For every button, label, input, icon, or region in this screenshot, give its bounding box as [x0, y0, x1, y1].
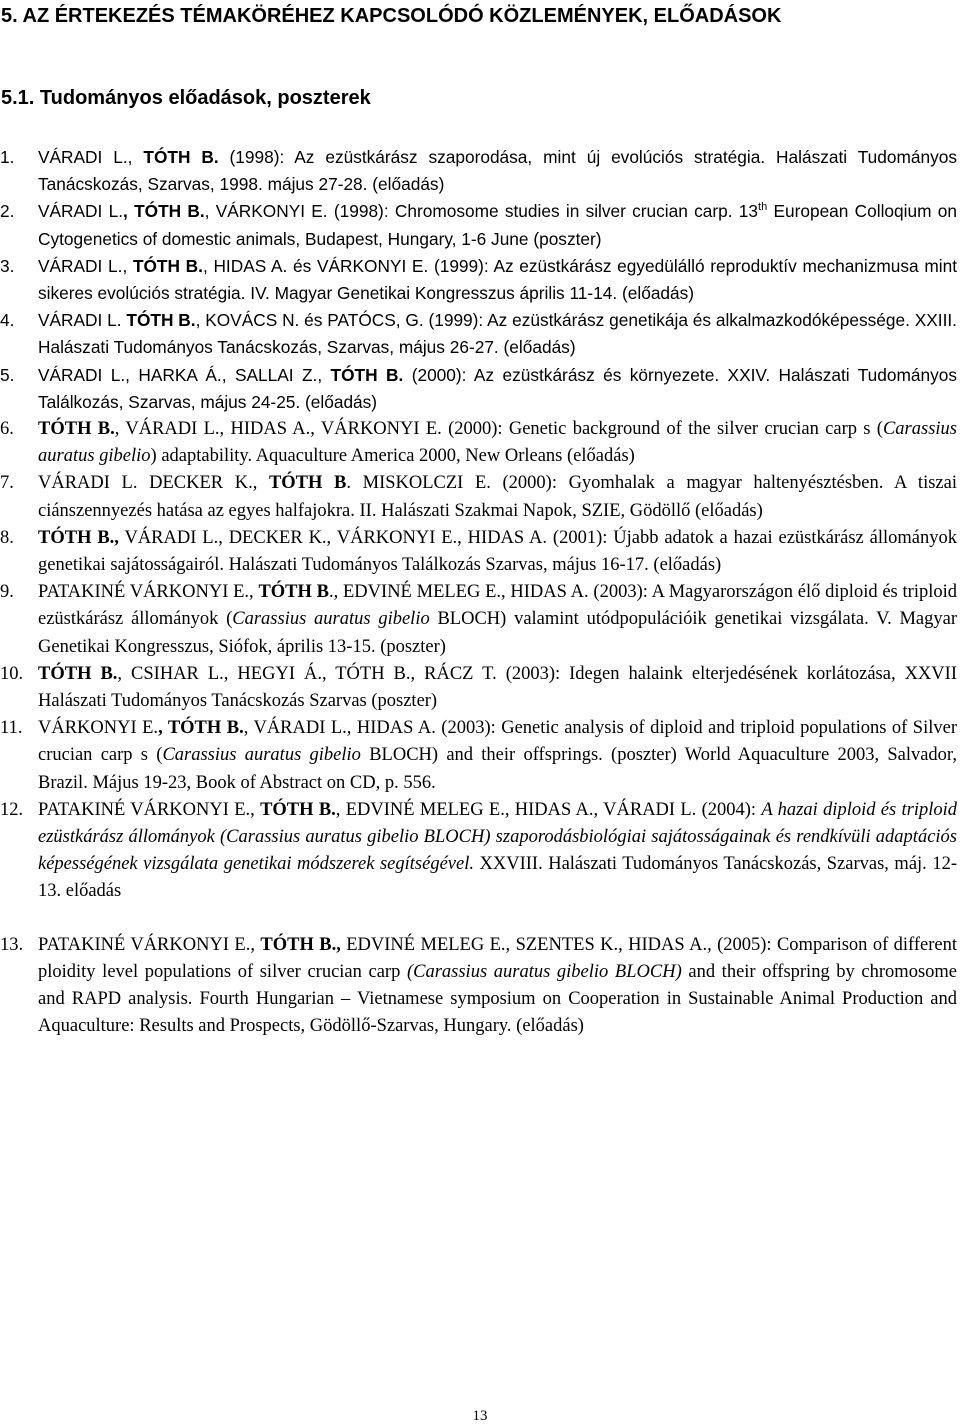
- authors-text: VÁRADI L. DECKER K.,: [38, 473, 269, 494]
- superscript-text: th: [758, 201, 768, 214]
- publication-item: [0, 144, 960, 198]
- citation-text: XXVIII. Halászati Tudományos Tanácskozás, Szarvas, máj. 12-13. előadás: [38, 854, 957, 902]
- author-highlight: , TÓTH B.: [123, 201, 205, 222]
- authors-text: VÁRADI L.: [38, 310, 127, 331]
- authors-text: VÁRADI L., HARKA Á., SALLAI Z.,: [38, 364, 331, 385]
- citation-text: , CSIHAR L., HEGYI Á., TÓTH B., RÁCZ T. (2003): Idegen halaink elterjedésének korlátozása, XXVII Halászati Tudományos Tanácskozás Szarvas (poszter): [38, 663, 957, 712]
- citation-text: BLOCH) and their offsprings. (poszter) World Aquaculture 2003, Salvador, Brazil. Május 19-23, Book of Abstract on CD, p. 556.: [38, 745, 957, 793]
- item-number: 9.: [0, 582, 14, 603]
- item-number: 1.: [0, 147, 15, 167]
- publication-item: [0, 932, 960, 1041]
- item-number: 10.: [0, 663, 24, 684]
- author-highlight: TÓTH B: [268, 473, 347, 494]
- author-highlight: TÓTH B.: [132, 255, 203, 276]
- italic-text: Carassius auratus gibelio: [162, 745, 361, 766]
- authors-text: VÁRADI L.: [38, 201, 124, 222]
- publication-item: [0, 198, 960, 252]
- publication-item: [0, 525, 960, 579]
- publication-item: [0, 253, 960, 307]
- author-highlight: TÓTH B.: [260, 799, 336, 820]
- section-title: 5.1. Tudományos előadások, poszterek: [1, 87, 371, 109]
- citation-text: and their offspring by chromosome and RAPD analysis. Fourth Hungarian – Vietnamese symposium on Cooperation in Sustainable Animal Production and Aquaculture: Results and Prospects, Gödöllő-Szarvas, Hungary. (előadás): [38, 961, 957, 1037]
- item-number: 7.: [0, 473, 14, 494]
- italic-text: A hazai diploid és triploid ezüstkárász állományok (Carassius auratus gibelio BLOCH) szaporodásbiológiai sajátosságainak és rendkívüli adaptációs képességének vizsgálata genetikai módszerek segítségével.: [38, 799, 958, 875]
- author-highlight: TÓTH B.,: [260, 934, 341, 955]
- author-highlight: TÓTH B.: [143, 147, 219, 167]
- publication-item: [0, 362, 960, 416]
- citation-text: . MISKOLCZI E. (2000): Gyomhalak a magyar haltenyésztésben. A tiszai ciánszennyezés hatása az egyes halfajokra. II. Halászati Szakmai Napok, SZIE, Gödöllő (előadás): [38, 473, 957, 521]
- item-number: 5.: [0, 364, 15, 385]
- authors-text: VÁRADI L.,: [38, 255, 133, 276]
- authors-text: VÁRKONYI E.: [38, 718, 159, 739]
- citation-text: , EDVINÉ MELEG E., HIDAS A., VÁRADI L. (2004):: [335, 799, 762, 820]
- publication-item: [0, 307, 960, 361]
- chapter-title: 5. AZ ÉRTEKEZÉS TÉMAKÖRÉHEZ KAPCSOLÓDÓ KÖZLEMÉNYEK, ELŐADÁSOK: [1, 5, 782, 27]
- citation-text: , VÁRADI L., HIDAS A., VÁRKONYI E. (2000): Genetic background of the silver crucian carp s (: [114, 419, 883, 440]
- publication-item: [0, 579, 960, 661]
- publication-item: [0, 715, 960, 797]
- publication-item: [0, 416, 960, 470]
- citation-text: , VÁRADI L., HIDAS A. (2003): Genetic analysis of diploid and triploid populations of Silver crucian carp s (: [38, 718, 957, 766]
- citation-text: EDVINÉ MELEG E., SZENTES K., HIDAS A., (2005): Comparison of different ploidity level populations of silver crucian carp: [38, 934, 957, 982]
- author-highlight: TÓTH B.,: [38, 527, 119, 548]
- italic-text: Carassius auratus gibelio: [232, 609, 430, 630]
- item-number: 8.: [0, 527, 14, 548]
- citation-text: ., EDVINÉ MELEG E., HIDAS A. (2003): A Magyarországon élő diploid és triploid ezüstkárász állományok (: [38, 582, 957, 630]
- citation-text: (1998): Az ezüstkárász szaporodása, mint új evolúciós stratégia. Halászati Tudományos Tanácskozás, Szarvas, 1998. május 27-28. (előadás): [38, 147, 957, 195]
- item-number: 12.: [0, 799, 24, 820]
- author-highlight: TÓTH B.: [38, 419, 115, 440]
- citation-text: ) adaptability. Aquaculture America 2000, New Orleans (előadás): [150, 446, 635, 467]
- citation-text: , VÁRKONYI E. (1998): Chromosome studies in silver crucian carp. 13: [204, 201, 759, 222]
- citation-text: BLOCH) valamint utódpopulációik genetikai vizsgálata. V. Magyar Genetikai Kongresszus, Siófok, április 13-15. (poszter): [38, 609, 957, 657]
- publication-item: [0, 661, 960, 715]
- author-highlight: TÓTH B.: [330, 364, 404, 385]
- item-number: 13.: [0, 934, 24, 955]
- citation-text: European Colloqium on Cytogenetics of domestic animals, Budapest, Hungary, 1-6 June (poszter): [38, 201, 957, 249]
- author-highlight: TÓTH B: [258, 582, 329, 603]
- item-number: 3.: [0, 255, 15, 276]
- citation-text: (2000): Az ezüstkárász és környezete. XXIV. Halászati Tudományos Találkozás, Szarvas, május 24-25. (előadás): [38, 364, 957, 412]
- authors-text: PATAKINÉ VÁRKONYI E.,: [38, 582, 259, 603]
- citation-text: , HIDAS A. és VÁRKONYI E. (1999): Az ezüstkárász egyedülálló reproduktív mechanizmusa mint sikeres evolúciós stratégia. IV. Magyar Genetikai Kongresszus április 11-14. (előadás): [38, 255, 957, 304]
- item-number: 11.: [0, 718, 23, 739]
- authors-text: PATAKINÉ VÁRKONYI E.,: [38, 799, 261, 820]
- authors-text: PATAKINÉ VÁRKONYI E.,: [38, 934, 261, 955]
- publication-item: [0, 470, 960, 524]
- italic-text: Carassius auratus gibelio: [38, 419, 957, 467]
- item-number: 6.: [0, 419, 14, 440]
- italic-text: (Carassius auratus gibelio BLOCH): [406, 961, 682, 982]
- item-number: 2.: [0, 201, 15, 222]
- author-highlight: TÓTH B.: [126, 310, 196, 331]
- citation-text: VÁRADI L., DECKER K., VÁRKONYI E., HIDAS A. (2001): Újabb adatok a hazai ezüstkárász állományok genetikai sajátosságairól. Halászati Tudományos Találkozás Szarvas, május 16-17. (előadás): [38, 527, 957, 576]
- author-highlight: , TÓTH B.: [158, 718, 244, 739]
- publication-item: [0, 797, 960, 906]
- publication-list: [0, 144, 960, 1041]
- item-number: 4.: [0, 310, 15, 331]
- citation-text: , KOVÁCS N. és PATÓCS, G. (1999): Az ezüstkárász genetikája és alkalmazkodóképessége. XXIII. Halászati Tudományos Tanácskozás, Szarvas, május 26-27. (előadás): [38, 310, 957, 358]
- page-number: 13: [472, 1408, 488, 1424]
- author-highlight: TÓTH B.: [38, 663, 118, 684]
- authors-text: VÁRADI L.,: [38, 147, 144, 167]
